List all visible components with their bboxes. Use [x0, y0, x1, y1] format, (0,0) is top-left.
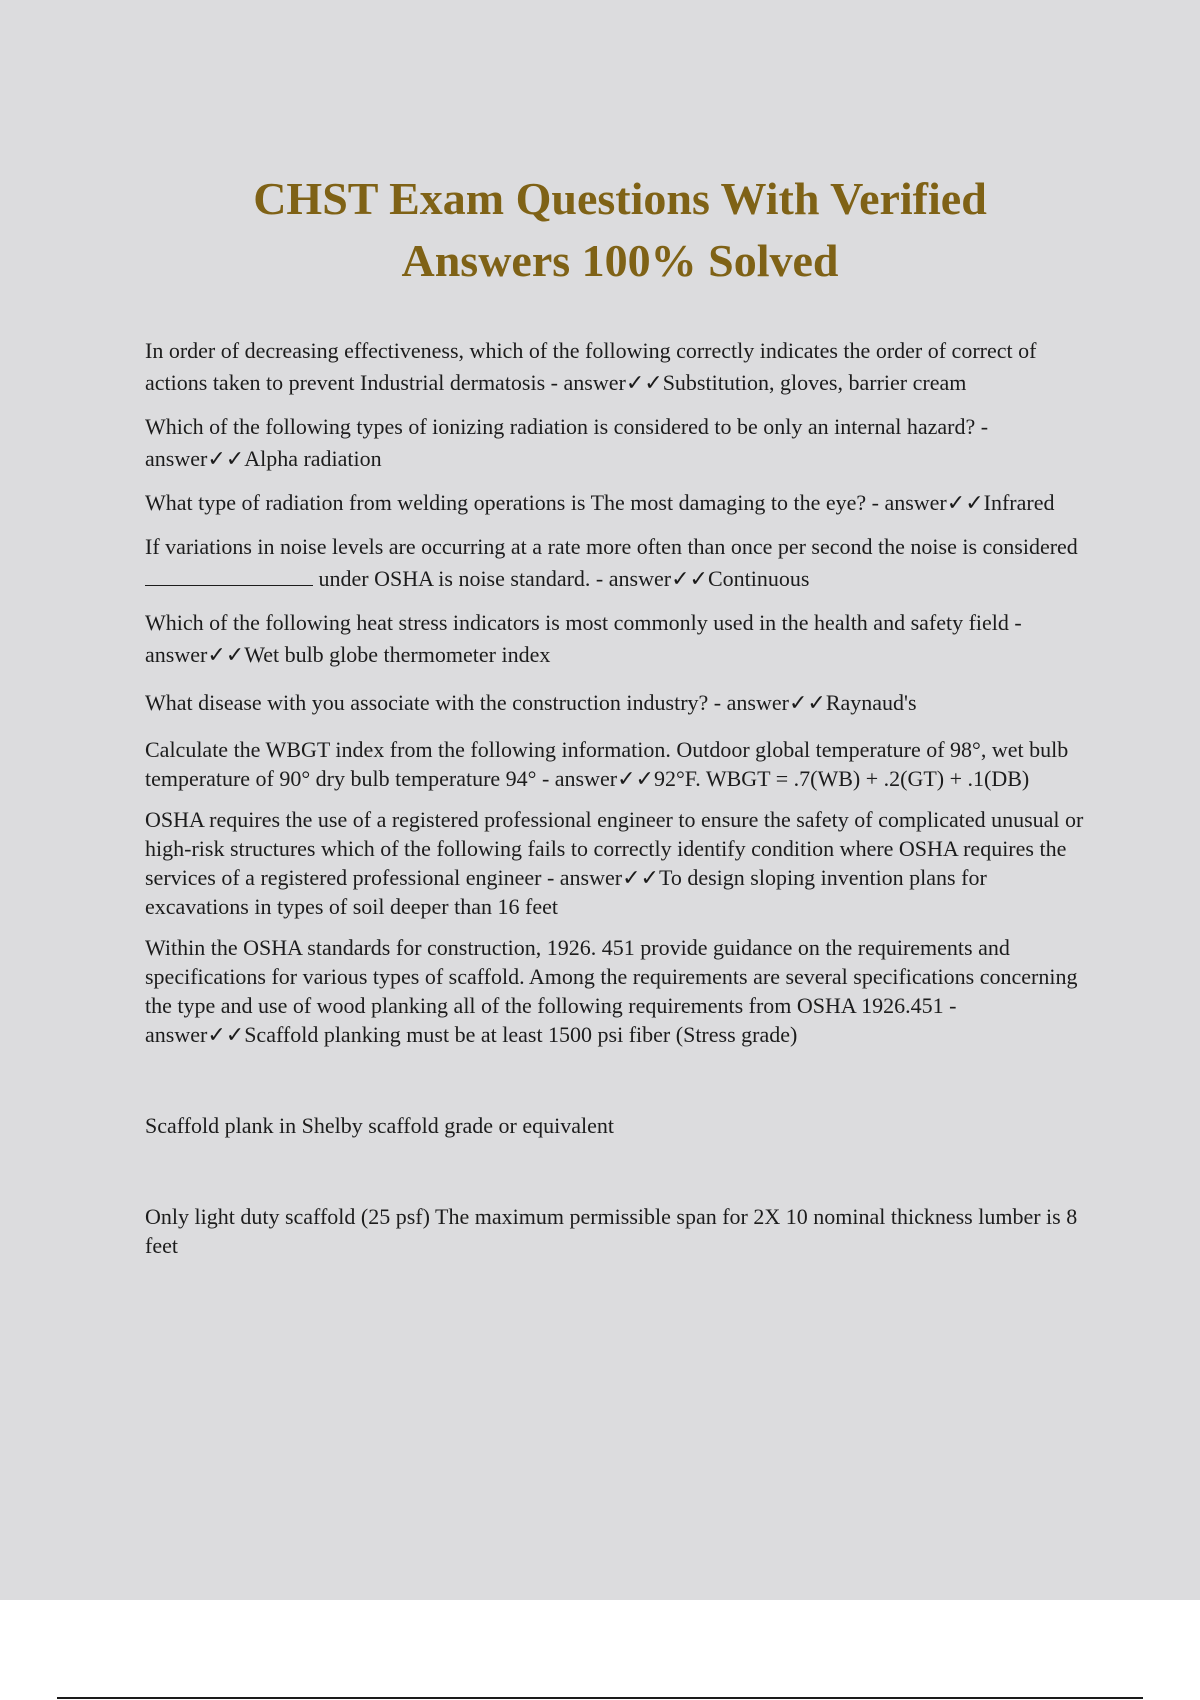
question-text: What disease with you associate with the construction industry? - answer	[145, 690, 789, 715]
footer-divider	[57, 1697, 1143, 1699]
document-title	[0, 168, 1200, 292]
check-marks: ✓✓	[671, 566, 708, 591]
answer-text: Wet bulb globe thermometer index	[244, 642, 551, 667]
answer-text: Alpha radiation	[244, 446, 382, 471]
question-text-continued: under OSHA is noise standard. - answer	[313, 566, 672, 591]
question-text: Within the OSHA standards for construction, 1926. 451 provide guidance on the requirements and specifications for various types of scaffold. Among the requirements are several specifications concerning the type and use of wood planking all of the following requirements from OSHA 1926.451 - answer	[145, 935, 1078, 1047]
question-text: In order of decreasing effectiveness, which of the following correctly indicates the order of correct of actions taken to prevent Industrial dermatosis - answer	[145, 338, 1037, 395]
check-marks: ✓✓	[207, 446, 245, 471]
answer-text: Substitution, gloves, barrier cream	[662, 370, 967, 395]
qa-item-7	[145, 735, 1090, 793]
question-text: Which of the following types of ionizing radiation is considered to be only an internal hazard? - answer	[145, 414, 989, 471]
qa-item-6	[145, 687, 1090, 719]
check-marks: ✓✓	[946, 490, 984, 515]
question-text: OSHA requires the use of a registered professional engineer to ensure the safety of complicated unusual or high-risk structures which of the following fails to correctly identify condition where OSHA requires the services of a registered professional engineer - answer	[145, 807, 1084, 890]
check-marks: ✓✓	[207, 642, 245, 667]
check-marks: ✓✓	[207, 1022, 245, 1047]
qa-item-5	[145, 607, 1090, 671]
check-marks: ✓✓	[622, 865, 659, 890]
answer-text: Raynaud's	[825, 690, 917, 715]
question-text: Calculate the WBGT index from the following information. Outdoor global temperature of 98°, wet bulb temperature of 90° dry bulb temperature 94° - answer	[145, 737, 1069, 791]
fill-in-blank	[145, 565, 313, 586]
qa-item-2	[145, 411, 1090, 475]
answer-text: 92°F. WBGT = .7(WB) + .2(GT) + .1(DB)	[653, 766, 1030, 791]
question-text: Which of the following heat stress indicators is most commonly used in the health and safety field - answer	[145, 610, 1022, 667]
extra-paragraph-1: Scaffold plank in Shelby scaffold grade or equivalent	[145, 1113, 615, 1138]
question-text: If variations in noise levels are occurring at a rate more often than once per second the noise is considered	[145, 534, 1078, 559]
check-marks: ✓✓	[788, 690, 826, 715]
qa-item-4	[145, 531, 1090, 595]
check-marks: ✓✓	[617, 766, 654, 791]
answer-text: Infrared	[983, 490, 1055, 515]
title-line-1: CHST Exam Questions With Verified	[253, 173, 987, 224]
qa-item-9	[145, 933, 1090, 1049]
title-line-2: Answers 100% Solved	[401, 235, 839, 286]
qa-item-3	[145, 487, 1090, 519]
qa-list	[145, 335, 1090, 1260]
qa-item-8	[145, 805, 1090, 921]
answer-text: Scaffold planking must be at least 1500 psi fiber (Stress grade)	[244, 1022, 798, 1047]
check-marks: ✓✓	[625, 370, 663, 395]
question-text: What type of radiation from welding operations is The most damaging to the eye? - answer	[145, 490, 947, 515]
qa-item-1	[145, 335, 1090, 399]
answer-text: Continuous	[707, 566, 810, 591]
answer-text: To design sloping invention plans for excavations in types of soil deeper than 16 feet	[145, 865, 987, 919]
extra-paragraph-2: Only light duty scaffold (25 psf) The maximum permissible span for 2X 10 nominal thickness lumber is 8 feet	[145, 1204, 1078, 1258]
